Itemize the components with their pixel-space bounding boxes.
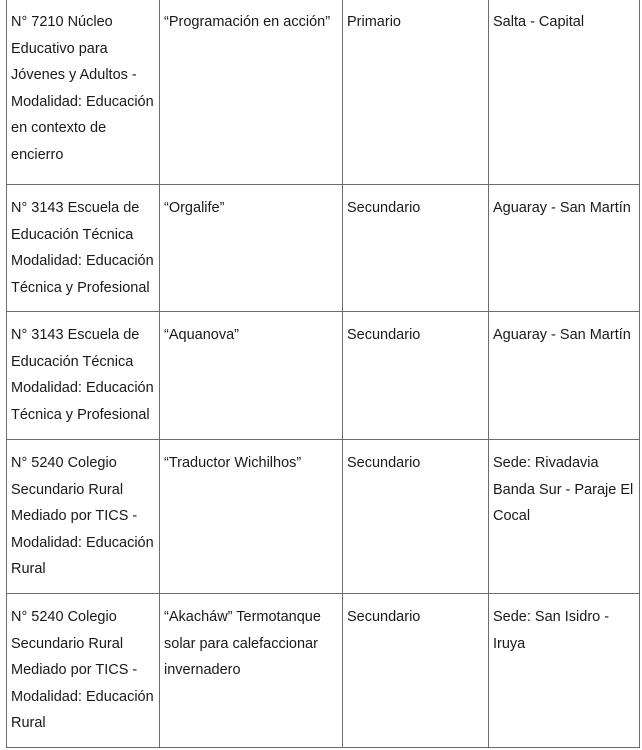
school-cell: N° 5240 Colegio Secundario Rural Mediado por TICS - Modalidad: Educación Rural (7, 594, 160, 748)
school-cell: N° 3143 Escuela de Educación Técnica Modalidad: Educación Técnica y Profesional (7, 185, 160, 312)
project-cell: “Programación en acción” (160, 0, 343, 185)
level-cell: Secundario (343, 594, 489, 748)
school-cell: N° 7210 Núcleo Educativo para Jóvenes y Adultos - Modalidad: Educación en contexto de encierro (7, 0, 160, 185)
school-cell: N° 5240 Colegio Secundario Rural Mediado por TICS - Modalidad: Educación Rural (7, 440, 160, 594)
table-row (7, 0, 640, 185)
table-row (7, 185, 640, 312)
level-cell: Secundario (343, 185, 489, 312)
project-cell: “Akacháw” Termotanque solar para calefaccionar invernadero (160, 594, 343, 748)
level-cell: Secundario (343, 312, 489, 440)
projects-table (6, 0, 640, 748)
level-cell: Secundario (343, 440, 489, 594)
location-cell: Aguaray - San Martín (489, 185, 640, 312)
location-cell: Aguaray - San Martín (489, 312, 640, 440)
table-row (7, 312, 640, 440)
location-cell: Salta - Capital (489, 0, 640, 185)
school-cell: N° 3143 Escuela de Educación Técnica Modalidad: Educación Técnica y Profesional (7, 312, 160, 440)
location-cell: Sede: Rivadavia Banda Sur - Paraje El Cocal (489, 440, 640, 594)
project-cell: “Traductor Wichilhos” (160, 440, 343, 594)
table-row (7, 440, 640, 594)
project-cell: “Orgalife” (160, 185, 343, 312)
level-cell: Primario (343, 0, 489, 185)
project-cell: “Aquanova” (160, 312, 343, 440)
location-cell: Sede: San Isidro - Iruya (489, 594, 640, 748)
table-row (7, 594, 640, 748)
